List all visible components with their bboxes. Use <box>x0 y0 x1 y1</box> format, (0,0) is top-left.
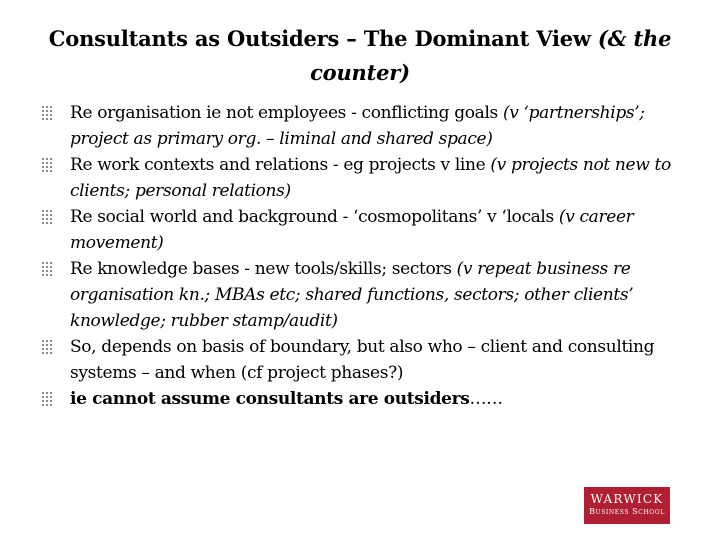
dotted-grid-bullet-icon <box>42 158 57 172</box>
bullet-item <box>42 152 682 204</box>
bullet-item <box>42 100 682 152</box>
dotted-grid-bullet-icon <box>42 262 57 276</box>
dotted-grid-bullet-icon <box>42 106 57 120</box>
slide-title-counter: (& the counter) <box>310 26 672 85</box>
bullet-text: …… <box>469 389 503 409</box>
bullet-text: Re social world and background - ‘cosmopolitans’ v ‘locals <box>70 207 559 227</box>
dotted-grid-bullet-icon <box>42 392 57 406</box>
logo-line-1: WARWICK <box>590 492 664 506</box>
slide-title-main: Consultants as Outsiders – The Dominant View <box>48 26 591 51</box>
bullet-item <box>42 334 682 386</box>
bullet-aside: (v repeat business re organisation kn.; MBAs etc; shared functions, sectors; other clients’ knowledge; rubber stamp/audit) <box>70 259 634 331</box>
bullet-item <box>42 256 682 334</box>
bullet-bold-text: ie cannot assume consultants are outsiders <box>70 389 470 409</box>
bullet-item <box>42 386 682 412</box>
bullet-text: Re knowledge bases - new tools/skills; sectors <box>70 259 457 279</box>
bullet-text: So, depends on basis of boundary, but also who – client and consulting systems – and when (cf project phases?) <box>70 337 655 383</box>
logo-line-2: Business School <box>589 507 665 516</box>
bullet-item <box>42 204 682 256</box>
dotted-grid-bullet-icon <box>42 210 57 224</box>
bullet-list <box>42 100 682 412</box>
slide-title <box>30 22 690 90</box>
bullet-aside: (v projects not new to clients; personal relations) <box>70 155 671 201</box>
dotted-grid-bullet-icon <box>42 340 57 354</box>
bullet-aside: (v ‘partnerships’; project as primary org. – liminal and shared space) <box>70 103 645 149</box>
bullet-text: Re work contexts and relations - eg projects v line <box>70 155 491 175</box>
warwick-business-school-logo <box>584 487 670 524</box>
bullet-aside: (v career movement) <box>70 207 634 253</box>
bullet-text: Re organisation ie not employees - conflicting goals <box>70 103 503 123</box>
